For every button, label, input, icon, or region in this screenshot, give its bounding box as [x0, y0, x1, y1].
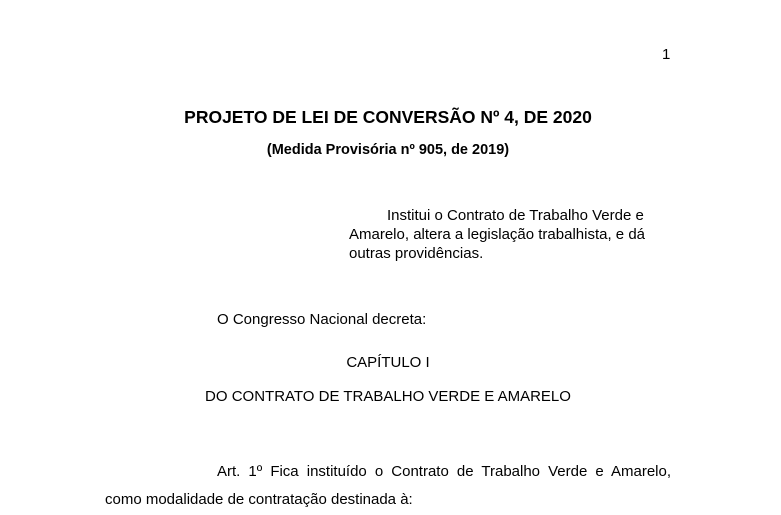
chapter-number: CAPÍTULO I [346, 354, 430, 371]
document-subtitle: (Medida Provisória nº 905, de 2019) [266, 142, 510, 158]
enacting-clause: O Congresso Nacional decreta: [217, 311, 427, 328]
document-title: PROJETO DE LEI DE CONVERSÃO Nº 4, DE 2020 [184, 107, 592, 127]
article-1-paragraph: Art. 1º Fica instituído o Contrato de Trabalho Verde e Amarelo, como modalidade de contratação destinada à: [105, 463, 671, 508]
page-number: 1 [662, 46, 671, 63]
ementa-paragraph: Institui o Contrato de Trabalho Verde e Amarelo, altera a legislação trabalhista, e dá outras providências. [349, 207, 646, 262]
chapter-title: DO CONTRATO DE TRABALHO VERDE E AMARELO [205, 388, 571, 405]
